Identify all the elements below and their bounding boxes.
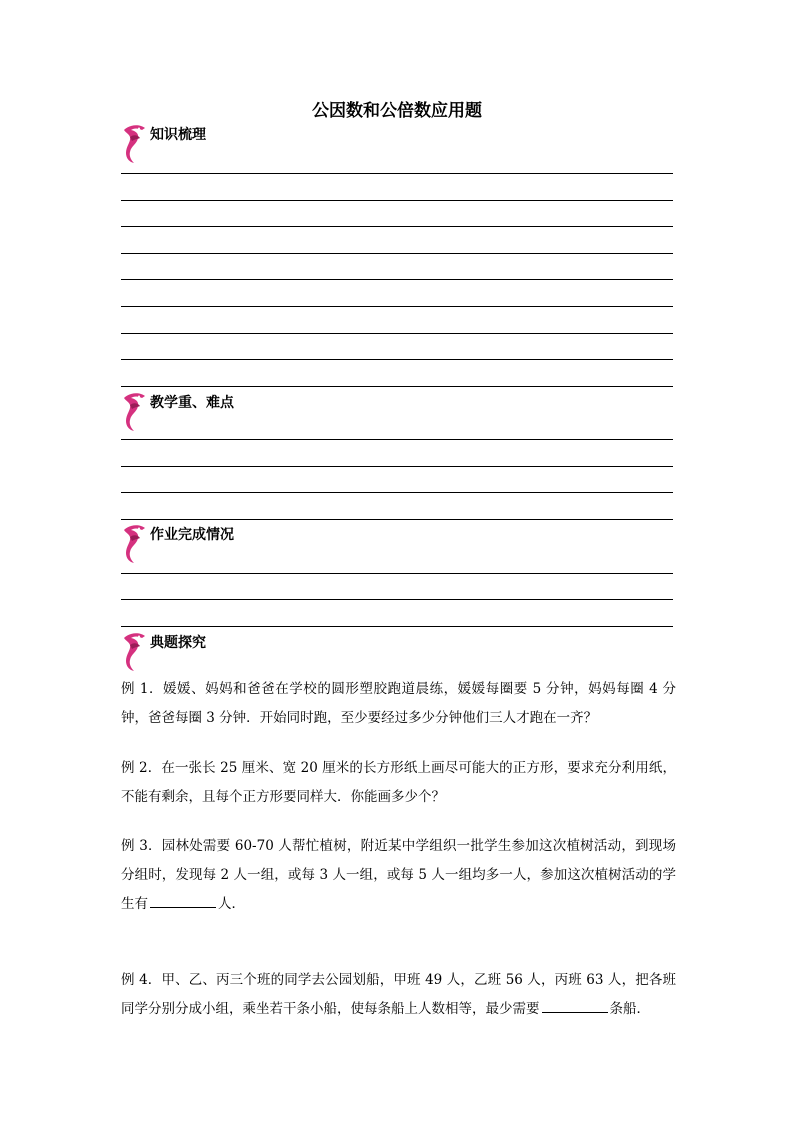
writing-line xyxy=(121,439,673,440)
example-text: 例 3．园林处需要 60-70 人帮忙植树，附近某中学组织一批学生参加这次植树活动，到现场分组时，发现每 2 人一组，或每 3 人一组，或每 5 人一组均多一人，参加这次植树活动的学生有 xyxy=(121,838,676,912)
answer-blank[interactable] xyxy=(150,893,216,908)
writing-line xyxy=(121,200,673,201)
writing-line xyxy=(121,226,673,227)
writing-line xyxy=(121,599,673,600)
section-title: 知识梳理 xyxy=(150,127,206,143)
writing-line xyxy=(121,173,673,174)
page-title: 公因数和公倍数应用题 xyxy=(312,101,482,121)
example-4 xyxy=(121,966,676,1024)
writing-line xyxy=(121,306,673,307)
section-title: 教学重、难点 xyxy=(150,395,234,411)
writing-line xyxy=(121,626,673,627)
example-text: 例 4．甲、乙、丙三个班的同学去公园划船，甲班 49 人，乙班 56 人，丙班 63 人，把各班同学分别分成小组，乘坐若干条小船，使每条船上人数相等，最少需要 xyxy=(121,972,676,1017)
writing-line xyxy=(121,333,673,334)
example-text: 条船． xyxy=(609,1001,650,1017)
writing-line xyxy=(121,359,673,360)
writing-line xyxy=(121,519,673,520)
writing-line xyxy=(121,253,673,254)
section-title: 典题探究 xyxy=(150,635,206,651)
example-text: 人． xyxy=(218,896,245,912)
writing-line xyxy=(121,573,673,574)
dolphin-icon xyxy=(118,630,148,674)
writing-line xyxy=(121,466,673,467)
example-3 xyxy=(121,832,676,919)
example-2: 例 2．在一张长 25 厘米、宽 20 厘米的长方形纸上画尽可能大的正方形，要求充分利用纸，不能有剩余，且每个正方形要同样大．你能画多少个？ xyxy=(121,760,676,805)
dolphin-icon xyxy=(118,390,148,434)
section-title: 作业完成情况 xyxy=(150,527,234,543)
example-1: 例 1．媛媛、妈妈和爸爸在学校的圆形塑胶跑道晨练，媛媛每圈要 5 分钟，妈妈每圈 4 分钟，爸爸每圈 3 分钟．开始同时跑，至少要经过多少分钟他们三人才跑在一齐？ xyxy=(121,681,676,726)
writing-line xyxy=(121,492,673,493)
dolphin-icon xyxy=(118,522,148,566)
writing-line xyxy=(121,279,673,280)
answer-blank[interactable] xyxy=(542,998,608,1013)
dolphin-icon xyxy=(118,122,148,166)
writing-line xyxy=(121,386,673,387)
